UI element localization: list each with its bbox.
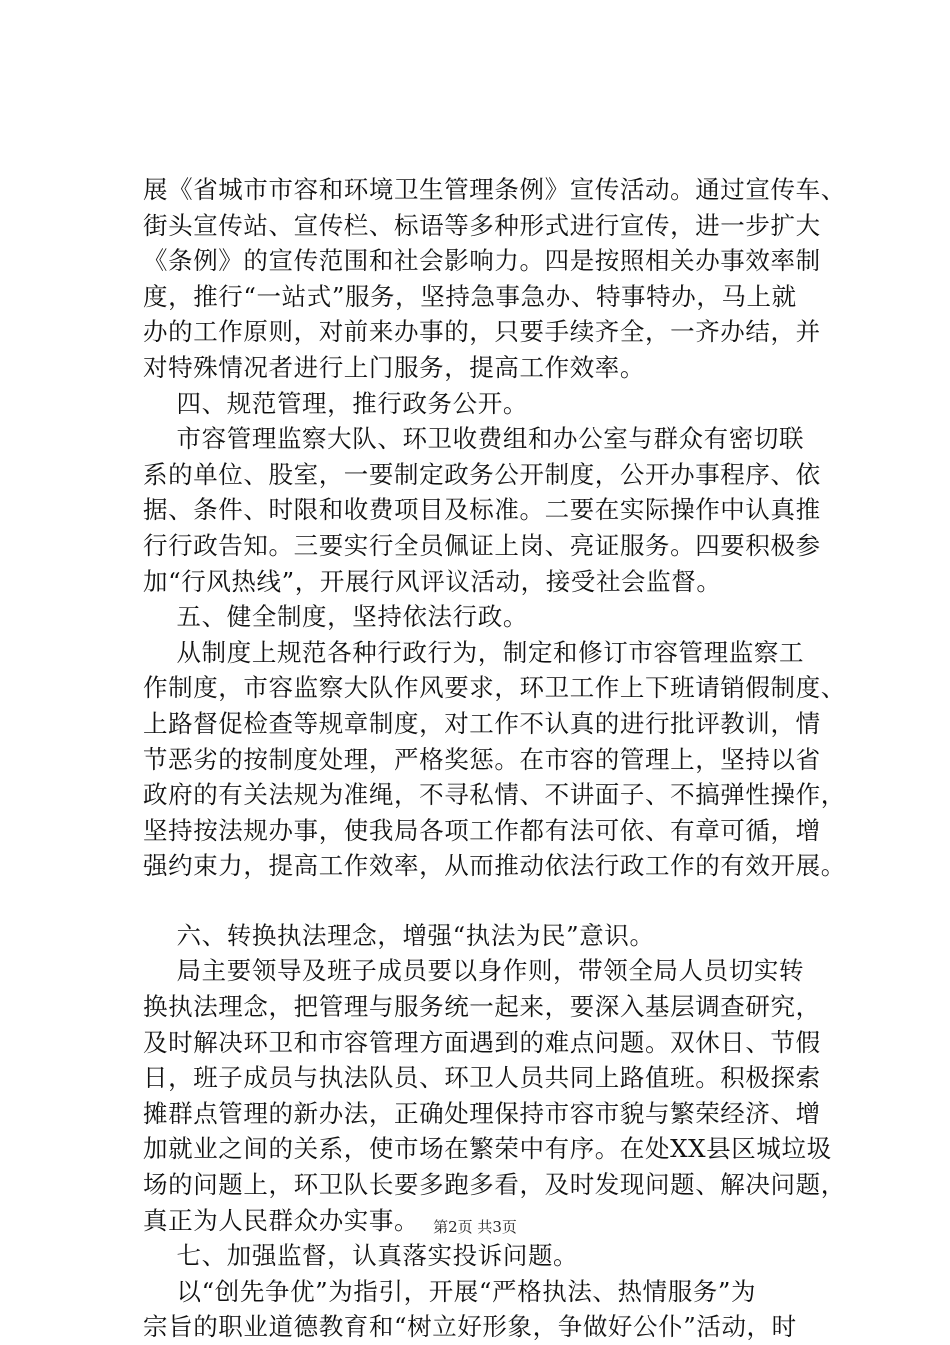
text-line: 坚持按法规办事，使我局各项工作都有法可依、有章可循，增: [143, 815, 821, 845]
text-line: 真正为人民群众办实事。: [143, 1205, 420, 1235]
page-footer: 第2页 共3页: [433, 1218, 517, 1236]
text-line: 及时解决环卫和市容管理方面遇到的难点问题。双休日、节假: [143, 1027, 821, 1057]
text-line: 宗旨的职业道德教育和“树立好形象，争做好公仆”活动，时: [143, 1312, 797, 1342]
text-line: 六、转换执法理念，增强“执法为民”意识。: [143, 920, 655, 950]
text-line: 上路督促检查等规章制度，对工作不认真的进行批评教训，情: [143, 708, 821, 738]
text-line: 强约束力，提高工作效率，从而推动依法行政工作的有效开展。: [143, 851, 846, 881]
text-line: 《条例》的宣传范围和社会影响力。四是按照相关办事效率制: [143, 246, 821, 276]
text-line: 加“行风热线”，开展行风评议活动，接受社会监督。: [143, 566, 722, 596]
text-line: 据、条件、时限和收费项目及标准。二要在实际操作中认真推: [143, 495, 821, 525]
text-line: 对特殊情况者进行上门服务，提高工作效率。: [143, 352, 645, 382]
text-line: 系的单位、股室，一要制定政务公开制度，公开办事程序、依: [143, 459, 821, 489]
body-paragraphs-part1: [143, 172, 846, 884]
text-line: 日，班子成员与执法队员、环卫人员共同上路值班。积极探索: [143, 1063, 821, 1093]
text-line: 四、规范管理，推行政务公开。: [143, 388, 528, 418]
text-line: 局主要领导及班子成员要以身作则，带领全局人员切实转: [143, 956, 805, 986]
text-line: 街头宣传站、宣传栏、标语等多种形式进行宣传，进一步扩大: [143, 210, 821, 240]
text-line: 作制度，市容监察大队作风要求，环卫工作上下班请销假制度、: [143, 673, 846, 703]
paragraph-gap: [143, 884, 843, 918]
text-line: 以“创先争优”为指引，开展“严格执法、热情服务”为: [143, 1276, 757, 1306]
text-line: 七、加强监督，认真落实投诉问题。: [143, 1241, 579, 1271]
text-line: 从制度上规范各种行政行为，制定和修订市容管理监察工: [143, 637, 805, 667]
text-line: 政府的有关法规为准绳，不寻私情、不讲面子、不搞弹性操作，: [143, 780, 846, 810]
text-line: 加就业之间的关系，使市场在繁荣中有序。在处XX县区城垃圾: [143, 1134, 832, 1164]
text-line: 办的工作原则，对前来办事的，只要手续齐全，一齐办结，并: [143, 317, 821, 347]
text-line: 场的问题上，环卫队长要多跑多看，及时发现问题、解决问题，: [143, 1170, 846, 1200]
document-body: [143, 172, 846, 1345]
text-line: 度，推行“一站式”服务，坚持急事急办、特事特办，马上就: [143, 281, 797, 311]
text-line: 摊群点管理的新办法，正确处理保持市容市貌与繁荣经济、增: [143, 1098, 821, 1128]
text-line: 五、健全制度，坚持依法行政。: [143, 602, 528, 632]
body-paragraphs-part2: [143, 918, 846, 1345]
text-line: 市容管理监察大队、环卫收费组和办公室与群众有密切联: [143, 424, 805, 454]
text-line: 展《省城市市容和环境卫生管理条例》宣传活动。通过宣传车、: [143, 175, 846, 204]
text-line: 行行政告知。三要实行全员佩证上岗、亮证服务。四要积极参: [143, 530, 821, 560]
text-line: 节恶劣的按制度处理，严格奖惩。在市容的管理上，坚持以省: [143, 744, 821, 774]
text-line: 换执法理念，把管理与服务统一起来，要深入基层调查研究，: [143, 992, 821, 1022]
